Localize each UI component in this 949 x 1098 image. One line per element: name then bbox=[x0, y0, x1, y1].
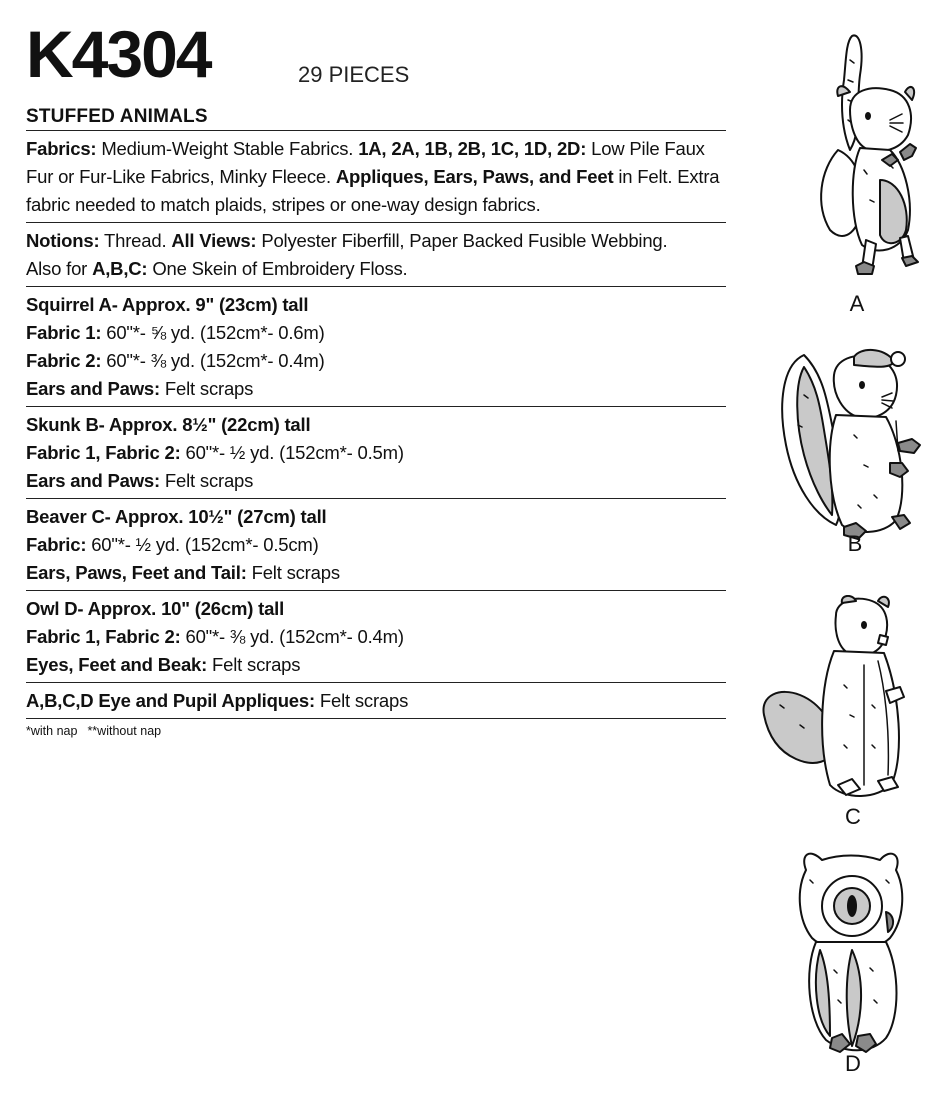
bold-text: A,B,C: bbox=[92, 258, 148, 279]
bold-text: Fabric 1, Fabric 2: bbox=[26, 442, 181, 463]
view-label-d: D bbox=[845, 1051, 861, 1076]
text: Felt scraps bbox=[207, 654, 301, 675]
notions-line bbox=[26, 227, 726, 255]
text: Felt scraps bbox=[246, 562, 340, 583]
appliques-line bbox=[26, 687, 726, 715]
fabrics-block bbox=[26, 130, 726, 222]
text: Felt scraps bbox=[159, 378, 254, 399]
bold-text: Skunk B- Approx. 8½" (22cm) tall bbox=[26, 414, 311, 435]
text: 60"*- ½ yd. (152cm*- 0.5m) bbox=[180, 442, 404, 463]
view-c-heading bbox=[26, 503, 726, 531]
view-label-c: C bbox=[845, 804, 861, 829]
bold-text: Fabric 2: bbox=[26, 350, 102, 371]
bold-text: Ears, Paws, Feet and Tail: bbox=[26, 562, 247, 583]
bold-text: All Views: bbox=[171, 230, 257, 251]
owl-illustration bbox=[790, 850, 920, 1060]
view-a-block bbox=[26, 286, 726, 406]
text: Low Pile Faux bbox=[586, 138, 705, 159]
text: 60"*- ⅜ yd. (152cm*- 0.4m) bbox=[101, 350, 325, 371]
bold-text: Squirrel A- Approx. 9" (23cm) tall bbox=[26, 294, 309, 315]
bold-text: Appliques, Ears, Paws, and Feet bbox=[335, 166, 614, 187]
bold-text: Ears and Paws: bbox=[26, 470, 160, 491]
text: Polyester Fiberfill, Paper Backed Fusible Webbing. bbox=[256, 230, 668, 251]
bold-text: Owl D- Approx. 10" (26cm) tall bbox=[26, 598, 285, 619]
skunk-illustration bbox=[774, 345, 934, 540]
bold-text: 1A, 2A, 1B, 2B, 1C, 1D, 2D: bbox=[358, 138, 587, 159]
bold-text: Fabric 1, Fabric 2: bbox=[26, 626, 181, 647]
view-b-line bbox=[26, 467, 726, 495]
view-c-line bbox=[26, 531, 726, 559]
notions-block bbox=[26, 222, 726, 286]
view-a-heading bbox=[26, 291, 726, 319]
view-b-line bbox=[26, 439, 726, 467]
view-label-a: A bbox=[849, 291, 865, 316]
requirements-table bbox=[26, 104, 726, 739]
view-a-line bbox=[26, 375, 726, 403]
view-d-heading bbox=[26, 595, 726, 623]
view-label-b: B bbox=[847, 531, 863, 556]
bold-text: A,B,C,D Eye and Pupil Appliques: bbox=[26, 690, 315, 711]
fabrics-line bbox=[26, 135, 726, 163]
text: in Felt. Extra bbox=[613, 166, 720, 187]
section-title: STUFFED ANIMALS bbox=[26, 106, 208, 127]
view-a-line bbox=[26, 347, 726, 375]
view-c-block bbox=[26, 498, 726, 590]
text: Felt scraps bbox=[314, 690, 409, 711]
footnotes bbox=[26, 718, 726, 739]
notions-line bbox=[26, 255, 726, 283]
illustrations bbox=[760, 30, 940, 1090]
text: 60"*- ⅝ yd. (152cm*- 0.6m) bbox=[101, 322, 325, 343]
bold-text: Eyes, Feet and Beak: bbox=[26, 654, 208, 675]
view-c-line bbox=[26, 559, 726, 587]
bold-text: Beaver C- Approx. 10½" (27cm) tall bbox=[26, 506, 327, 527]
fabrics-line bbox=[26, 163, 726, 191]
bold-text: Ears and Paws: bbox=[26, 378, 160, 399]
footnote-with-nap: *with nap bbox=[26, 724, 78, 738]
text: 60"*- ½ yd. (152cm*- 0.5cm) bbox=[86, 534, 319, 555]
view-d-line bbox=[26, 623, 726, 651]
bold-text: Fabric: bbox=[26, 534, 87, 555]
bold-text: Fabric 1: bbox=[26, 322, 102, 343]
footnote-without-nap: **without nap bbox=[87, 724, 162, 738]
squirrel-illustration bbox=[790, 30, 930, 285]
text: One Skein of Embroidery Floss. bbox=[147, 258, 408, 279]
fabrics-line bbox=[26, 191, 726, 219]
view-b-heading bbox=[26, 411, 726, 439]
bold-text: Notions: bbox=[26, 230, 100, 251]
view-d-line bbox=[26, 651, 726, 679]
text: Fur or Fur-Like Fabrics, Minky Fleece. bbox=[26, 166, 336, 187]
appliques-block bbox=[26, 682, 726, 718]
bold-text: Fabrics: bbox=[26, 138, 97, 159]
view-d-block bbox=[26, 590, 726, 682]
text: Felt scraps bbox=[159, 470, 254, 491]
text: Thread. bbox=[99, 230, 172, 251]
pattern-number: K4304 bbox=[26, 17, 211, 91]
text: Medium-Weight Stable Fabrics. bbox=[96, 138, 359, 159]
view-a-line bbox=[26, 319, 726, 347]
beaver-illustration bbox=[760, 595, 940, 805]
pieces-count: 29 PIECES bbox=[298, 62, 410, 87]
text: Also for bbox=[26, 258, 93, 279]
text: fabric needed to match plaids, stripes or one-way design fabrics. bbox=[26, 194, 541, 215]
view-b-block bbox=[26, 406, 726, 498]
text: 60"*- ⅜ yd. (152cm*- 0.4m) bbox=[180, 626, 404, 647]
